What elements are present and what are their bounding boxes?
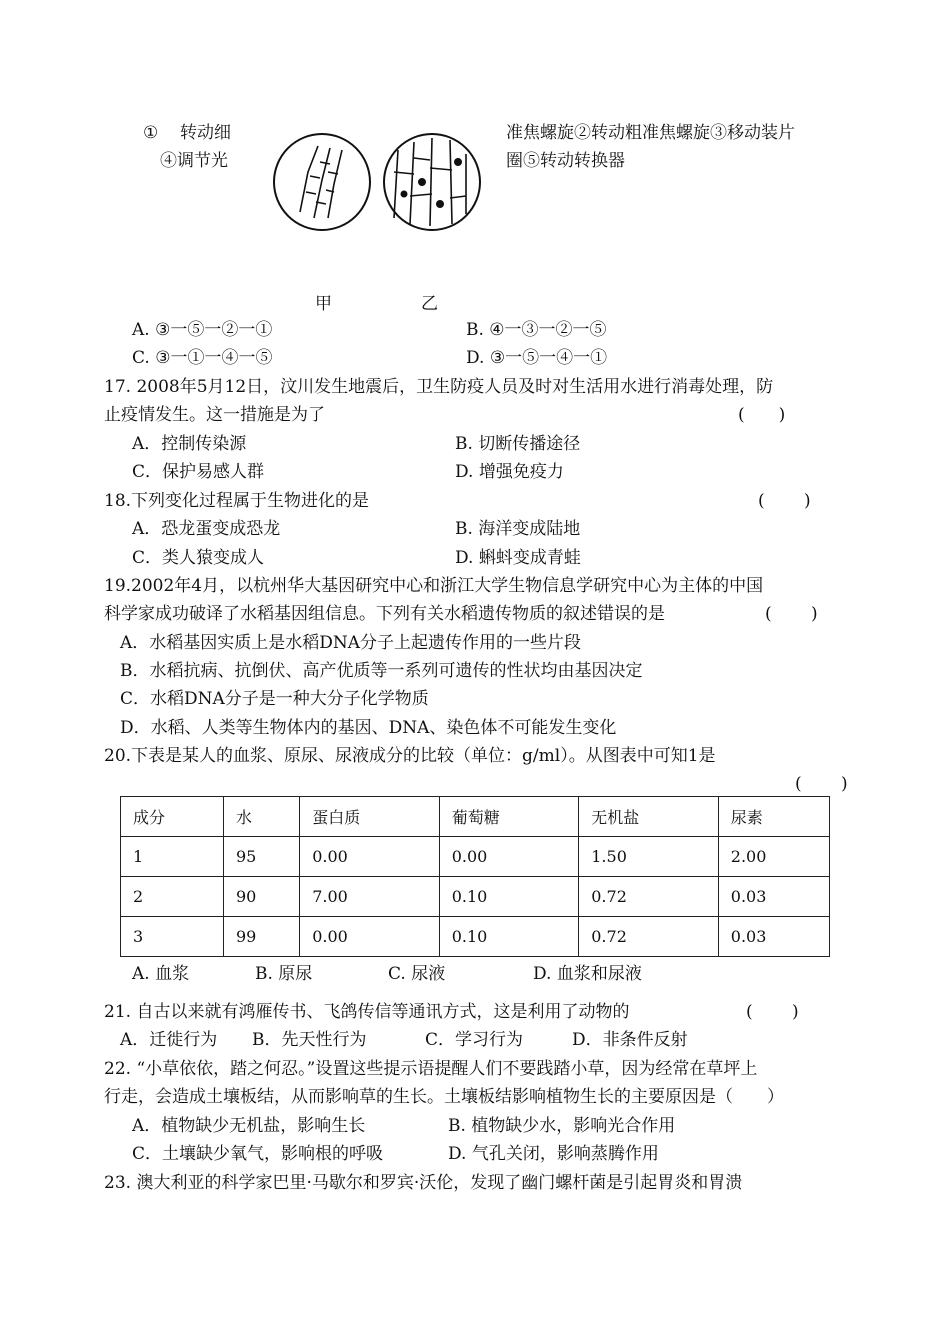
q21-option-a: A．迁徙行为 [120, 1030, 218, 1050]
table-header-cell: 葡萄糖 [439, 797, 579, 837]
table-cell: 0.03 [718, 917, 829, 957]
q19-option-a: A．水稻基因实质上是水稻DNA分子上起遗传作用的一些片段 [120, 633, 582, 653]
table-cell: 2 [121, 877, 224, 917]
q17-option-a: A．控制传染源 [132, 434, 247, 454]
q22-option-b: B. 植物缺少水，影响光合作用 [448, 1116, 676, 1136]
q22-option-d: D. 气孔关闭，影响蒸腾作用 [448, 1144, 659, 1164]
q16-line2-right: 圈⑤转动转换器 [506, 151, 625, 171]
table-cell: 2.00 [718, 837, 829, 877]
table-row [121, 837, 830, 877]
table-header-row [121, 797, 830, 837]
q21-option-d: D．非条件反射 [572, 1030, 688, 1050]
q19-option-d: D．水稻、人类等生物体内的基因、DNA、染色体不可能发生变化 [120, 718, 617, 738]
table-cell: 7.00 [300, 877, 440, 917]
table-cell: 0.00 [300, 917, 440, 957]
q19-option-b: B．水稻抗病、抗倒伏、高产优质等一系列可遗传的性状均由基因决定 [120, 661, 643, 681]
q21-answer-paren: ( ) [746, 1002, 799, 1022]
q16-option-4-label: ④调节光 [160, 151, 228, 171]
q18-answer-paren: ( ) [758, 491, 811, 511]
table-header-cell: 水 [223, 797, 299, 837]
q16-option-b: B. ④一③一②一⑤ [466, 320, 607, 340]
table-cell: 90 [223, 877, 299, 917]
q19-stem-line1: 19.2002年4月，以杭州华大基因研究中心和浙江大学生物信息学研究中心为主体的中国 [104, 576, 764, 596]
table-cell: 1.50 [579, 837, 719, 877]
q22-option-a: A．植物缺少无机盐，影响生长 [132, 1116, 366, 1136]
q17-option-b: B. 切断传播途径 [455, 434, 581, 454]
microscope-figure [270, 132, 500, 232]
q20-option-a: A. 血浆 [132, 964, 190, 984]
q21-stem-line1: 21. 自古以来就有鸿雁传书、飞鸽传信等通讯方式，这是利用了动物的 [104, 1002, 630, 1022]
table-row [121, 917, 830, 957]
q18-option-d: D. 蝌蚪变成青蛙 [455, 548, 581, 568]
table-row [121, 877, 830, 917]
table-cell: 99 [223, 917, 299, 957]
q21-option-b: B．先天性行为 [252, 1030, 367, 1050]
q17-stem-line1: 17. 2008年5月12日，汶川发生地震后，卫生防疫人员及时对生活用水进行消毒处理，防 [104, 377, 774, 397]
table-cell: 0.72 [579, 877, 719, 917]
q17-option-c: C．保护易感人群 [132, 462, 265, 482]
q16-line1-right: 准焦螺旋②转动粗准焦螺旋③移动装片 [506, 123, 795, 143]
q20-option-d: D. 血浆和尿液 [533, 964, 642, 984]
q16-option-c: C. ③一①一④一⑤ [132, 348, 273, 368]
q16-option-a: A. ③一⑤一②一① [132, 320, 273, 340]
table-header-cell: 无机盐 [579, 797, 719, 837]
q20-option-c: C. 尿液 [388, 964, 446, 984]
table-cell: 0.10 [439, 877, 579, 917]
figure-label-yi: 乙 [421, 294, 438, 314]
q19-answer-paren: ( ) [765, 604, 818, 624]
microscope-view-yi [384, 134, 480, 230]
q20-answer-paren: ( ) [795, 774, 848, 794]
q19-stem-line2: 科学家成功破译了水稻基因组信息。下列有关水稻遗传物质的叙述错误的是 [104, 604, 665, 624]
q18-option-a: A．恐龙蛋变成恐龙 [132, 519, 281, 539]
table-header-cell: 成分 [121, 797, 224, 837]
composition-table [120, 796, 830, 957]
table-cell: 95 [223, 837, 299, 877]
figure-label-jia: 甲 [315, 294, 332, 314]
q20-stem-line1: 20.下表是某人的血浆、原尿、尿液成分的比较（单位：g/ml）。从图表中可知1是 [104, 746, 716, 766]
microscope-view-jia [274, 134, 370, 230]
table-header-cell: 尿素 [718, 797, 829, 837]
q17-answer-paren: ( ) [738, 405, 786, 425]
q18-option-c: C．类人猿变成人 [132, 548, 265, 568]
table-cell: 0.72 [579, 917, 719, 957]
table-cell: 0.00 [439, 837, 579, 877]
q22-stem-line2: 行走，会造成土壤板结，从而影响草的生长。土壤板结影响植物生长的主要原因是（ ） [104, 1087, 784, 1107]
q21-option-c: C．学习行为 [425, 1030, 524, 1050]
table-cell: 0.10 [439, 917, 579, 957]
q22-option-c: C．土壤缺少氧气，影响根的呼吸 [132, 1144, 384, 1164]
q18-stem-line1: 18.下列变化过程属于生物进化的是 [104, 491, 370, 511]
q18-option-b: B. 海洋变成陆地 [455, 519, 581, 539]
q19-option-c: C．水稻DNA分子是一种大分子化学物质 [120, 689, 429, 709]
q16-option-1-number: ① [143, 123, 159, 143]
q17-option-d: D. 增强免疫力 [455, 462, 564, 482]
q20-option-b: B. 原尿 [255, 964, 313, 984]
q16-option-1-label: 转动细 [180, 123, 231, 143]
table-cell: 1 [121, 837, 224, 877]
table-cell: 0.03 [718, 877, 829, 917]
q22-stem-line1: 22. “小草依依，踏之何忍。”设置这些提示语提醒人们不要践踏小草，因为经常在草坪上 [104, 1059, 758, 1079]
table-header-cell: 蛋白质 [300, 797, 440, 837]
q17-stem-line2: 止疫情发生。这一措施是为了 [104, 405, 325, 425]
q23-stem-line1: 23. 澳大利亚的科学家巴里·马歇尔和罗宾·沃伦，发现了幽门螺杆菌是引起胃炎和胃溃 [104, 1173, 743, 1193]
q16-option-d: D. ③一⑤一④一① [466, 348, 608, 368]
table-cell: 3 [121, 917, 224, 957]
table-cell: 0.00 [300, 837, 440, 877]
